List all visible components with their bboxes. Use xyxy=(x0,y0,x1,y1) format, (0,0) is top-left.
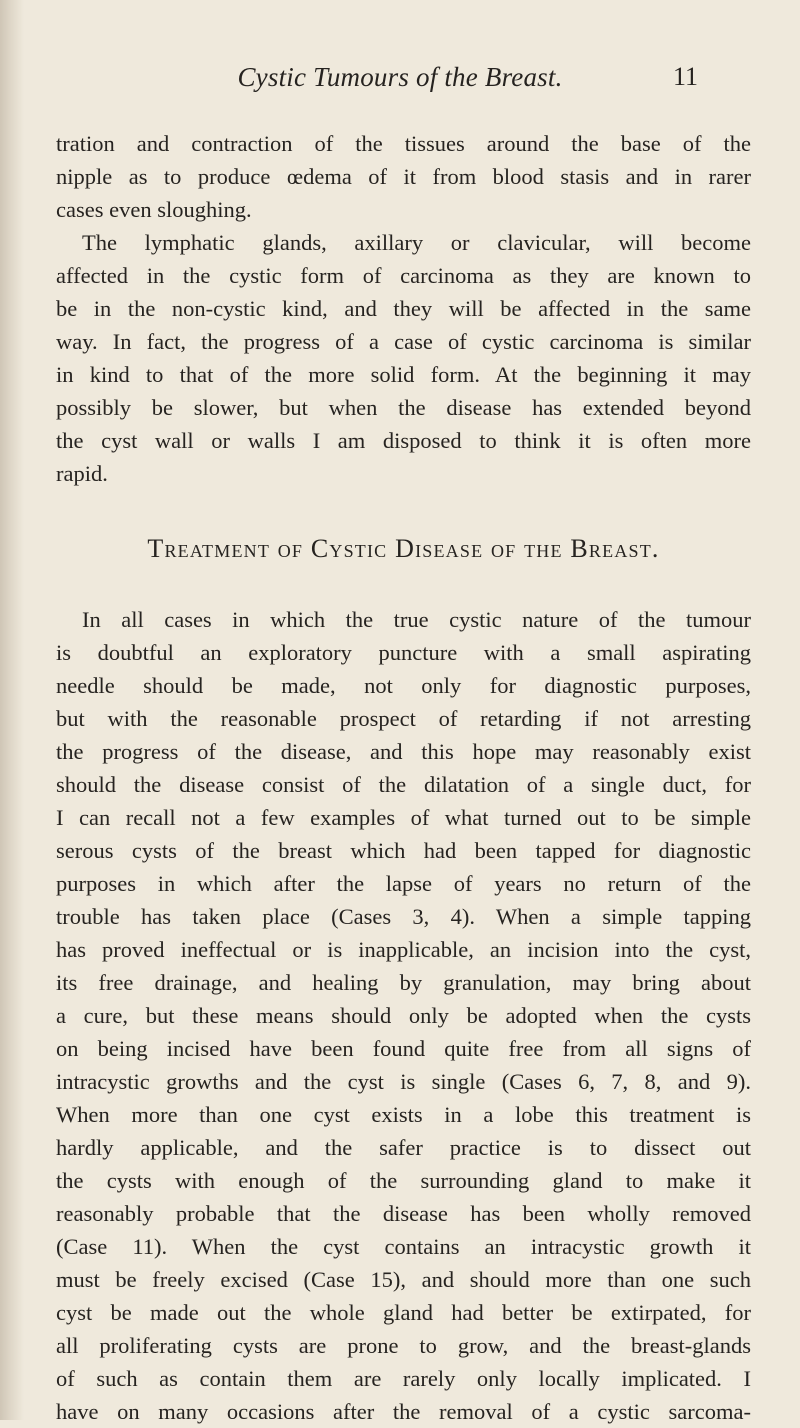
text-line: The lymphatic glands, axillary or clavicular, will become xyxy=(82,230,751,255)
text-line: nipple as to produce œdema of it from blood stasis and in rarer xyxy=(56,164,751,189)
page-number: 11 xyxy=(672,62,698,91)
body-text xyxy=(56,127,751,1428)
text-line: its free drainage, and healing by granulation, may bring about xyxy=(56,970,751,995)
text-line: trouble has taken place (Cases 3, 4). When a simple tapping xyxy=(56,904,751,929)
text-line: serous cysts of the breast which had been tapped for diagnostic xyxy=(56,838,751,863)
text-line: is doubtful an exploratory puncture with a small aspirating xyxy=(56,640,751,665)
text-line: I can recall not a few examples of what turned out to be simple xyxy=(56,805,751,830)
text-line: but with the reasonable prospect of retarding if not arresting xyxy=(56,706,751,731)
text-line: the progress of the disease, and this hope may reasonably exist xyxy=(56,739,751,764)
spacer xyxy=(56,490,751,532)
text-line: has proved ineffectual or is inapplicable, an incision into the cyst, xyxy=(56,937,751,962)
text-line: cases even sloughing. xyxy=(56,197,252,222)
text-line: a cure, but these means should only be adopted when the cysts xyxy=(56,1003,751,1028)
text-line: on being incised have been found quite free from all signs of xyxy=(56,1036,751,1061)
text-line: affected in the cystic form of carcinoma as they are known to xyxy=(56,263,751,288)
text-line: be in the non-cystic kind, and they will be affected in the same xyxy=(56,296,751,321)
text-line: way. In fact, the progress of a case of cystic carcinoma is similar xyxy=(56,329,751,354)
text-line: (Case 11). When the cyst contains an intracystic growth it xyxy=(56,1234,751,1259)
section-heading: Treatment of Cystic Disease of the Breast. xyxy=(147,534,660,563)
text-line: of such as contain them are rarely only locally implicated. I xyxy=(56,1366,751,1391)
text-line: should the disease consist of the dilatation of a single duct, for xyxy=(56,772,751,797)
text-line: When more than one cyst exists in a lobe this treatment is xyxy=(56,1102,751,1127)
text-line: hardly applicable, and the safer practice is to dissect out xyxy=(56,1135,751,1160)
text-line: possibly be slower, but when the disease has extended beyond xyxy=(56,395,751,420)
text-line: purposes in which after the lapse of years no return of the xyxy=(56,871,751,896)
text-line: must be freely excised (Case 15), and should more than one such xyxy=(56,1267,751,1292)
text-line: rapid. xyxy=(56,461,108,486)
spacer xyxy=(56,565,751,603)
text-line: In all cases in which the true cystic nature of the tumour xyxy=(82,607,751,632)
text-line: have on many occasions after the removal of a cystic sarcoma- xyxy=(56,1399,751,1424)
running-head xyxy=(0,62,800,102)
text-line: cyst be made out the whole gland had better be extirpated, for xyxy=(56,1300,751,1325)
text-line: the cysts with enough of the surrounding gland to make it xyxy=(56,1168,751,1193)
text-line: the cyst wall or walls I am disposed to think it is often more xyxy=(56,428,751,453)
binding-edge xyxy=(0,0,24,1420)
text-line: all proliferating cysts are prone to grow, and the breast-glands xyxy=(56,1333,751,1358)
text-line: tration and contraction of the tissues around the base of the xyxy=(56,131,751,156)
text-line: in kind to that of the more solid form. At the beginning it may xyxy=(56,362,751,387)
text-line: needle should be made, not only for diagnostic purposes, xyxy=(56,673,751,698)
text-line: intracystic growths and the cyst is single (Cases 6, 7, 8, and 9). xyxy=(56,1069,751,1094)
running-title: Cystic Tumours of the Breast. xyxy=(237,62,563,92)
text-line: reasonably probable that the disease has been wholly removed xyxy=(56,1201,751,1226)
